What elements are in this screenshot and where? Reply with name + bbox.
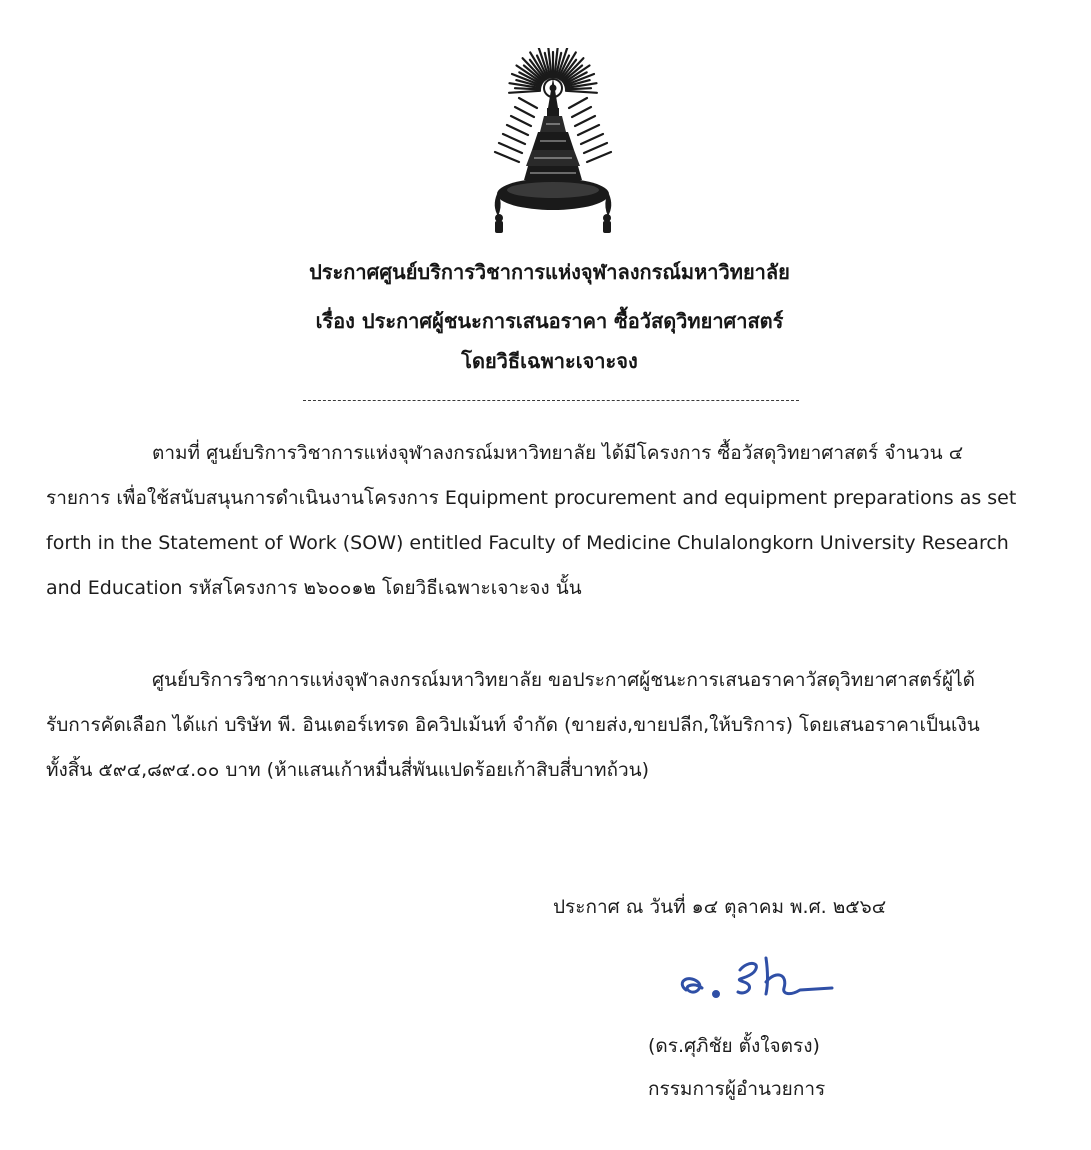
university-emblem-logo	[488, 48, 618, 248]
announcement-subject: เรื่อง ประกาศผู้ชนะการเสนอราคา ซื้อวัสดุวิทยาศาสตร์	[315, 309, 784, 333]
paragraph-1-line: รายการ เพื่อใช้สนับสนุนการดำเนินงานโครงการ Equipment procurement and equipment preparations as set	[46, 487, 1017, 509]
paragraph-1-line: and Education รหัสโครงการ ๒๖๐๐๑๒ โดยวิธีเฉพาะเจาะจง นั้น	[46, 577, 582, 599]
emblem-ray	[503, 134, 525, 144]
emblem-ray	[566, 88, 591, 89]
emblem-ray	[507, 125, 528, 135]
emblem-ray	[575, 116, 595, 126]
emblem-ray	[515, 107, 534, 117]
emblem-ray	[511, 116, 531, 126]
emblem-ray	[569, 98, 587, 108]
paragraph-2-line: รับการคัดเลือก ได้แก่ บริษัท พี. อินเตอร์เทรด อิควิปเม้นท์ จำกัด (ขายส่ง,ขายปลีก,ให้บริการ) โดยเสนอราคาเป็นเงิน	[46, 714, 980, 736]
emblem-ray	[495, 152, 519, 162]
paragraph-2-line: ศูนย์บริการวิชาการแห่งจุฬาลงกรณ์มหาวิทยาลัย ขอประกาศผู้ชนะการเสนอราคาวัสดุวิทยาศาสตร์ผู้ได้	[152, 669, 976, 691]
announcement-method: โดยวิธีเฉพาะเจาะจง	[461, 349, 638, 373]
emblem-ray	[519, 98, 537, 108]
emblem-ray	[581, 134, 603, 144]
emblem-ray	[509, 91, 540, 93]
emblem-ray	[578, 125, 599, 135]
emblem-ray	[587, 152, 611, 162]
emblem-ray	[584, 143, 607, 153]
paragraph-2-line: ทั้งสิ้น ๕๙๔,๘๙๔.๐๐ บาท (ห้าแสนเก้าหมื่นสี่พันแปดร้อยเก้าสิบสี่บาทถ้วน)	[46, 759, 650, 781]
heading-divider	[303, 400, 799, 401]
signer-title: กรรมการผู้อำนวยการ	[648, 1078, 826, 1100]
announcement-date: ประกาศ ณ วันที่ ๑๔ ตุลาคม พ.ศ. ๒๕๖๔	[553, 896, 887, 918]
paragraph-1-line: forth in the Statement of Work (SOW) entitled Faculty of Medicine Chulalongkorn University Research	[46, 532, 1009, 554]
announcement-title: ประกาศศูนย์บริการวิชาการแห่งจุฬาลงกรณ์มหาวิทยาลัย	[309, 260, 790, 284]
paragraph-1-line: ตามที่ ศูนย์บริการวิชาการแห่งจุฬาลงกรณ์มหาวิทยาลัย ได้มีโครงการ ซื้อวัสดุวิทยาศาสตร์ จำนวน ๔	[152, 442, 964, 464]
emblem-ray	[499, 143, 522, 153]
signer-name: (ดร.ศุภิชัย ตั้งใจตรง)	[648, 1035, 820, 1057]
emblem-ray	[572, 107, 591, 117]
emblem-ray	[566, 91, 597, 93]
handwritten-signature	[672, 952, 848, 1014]
